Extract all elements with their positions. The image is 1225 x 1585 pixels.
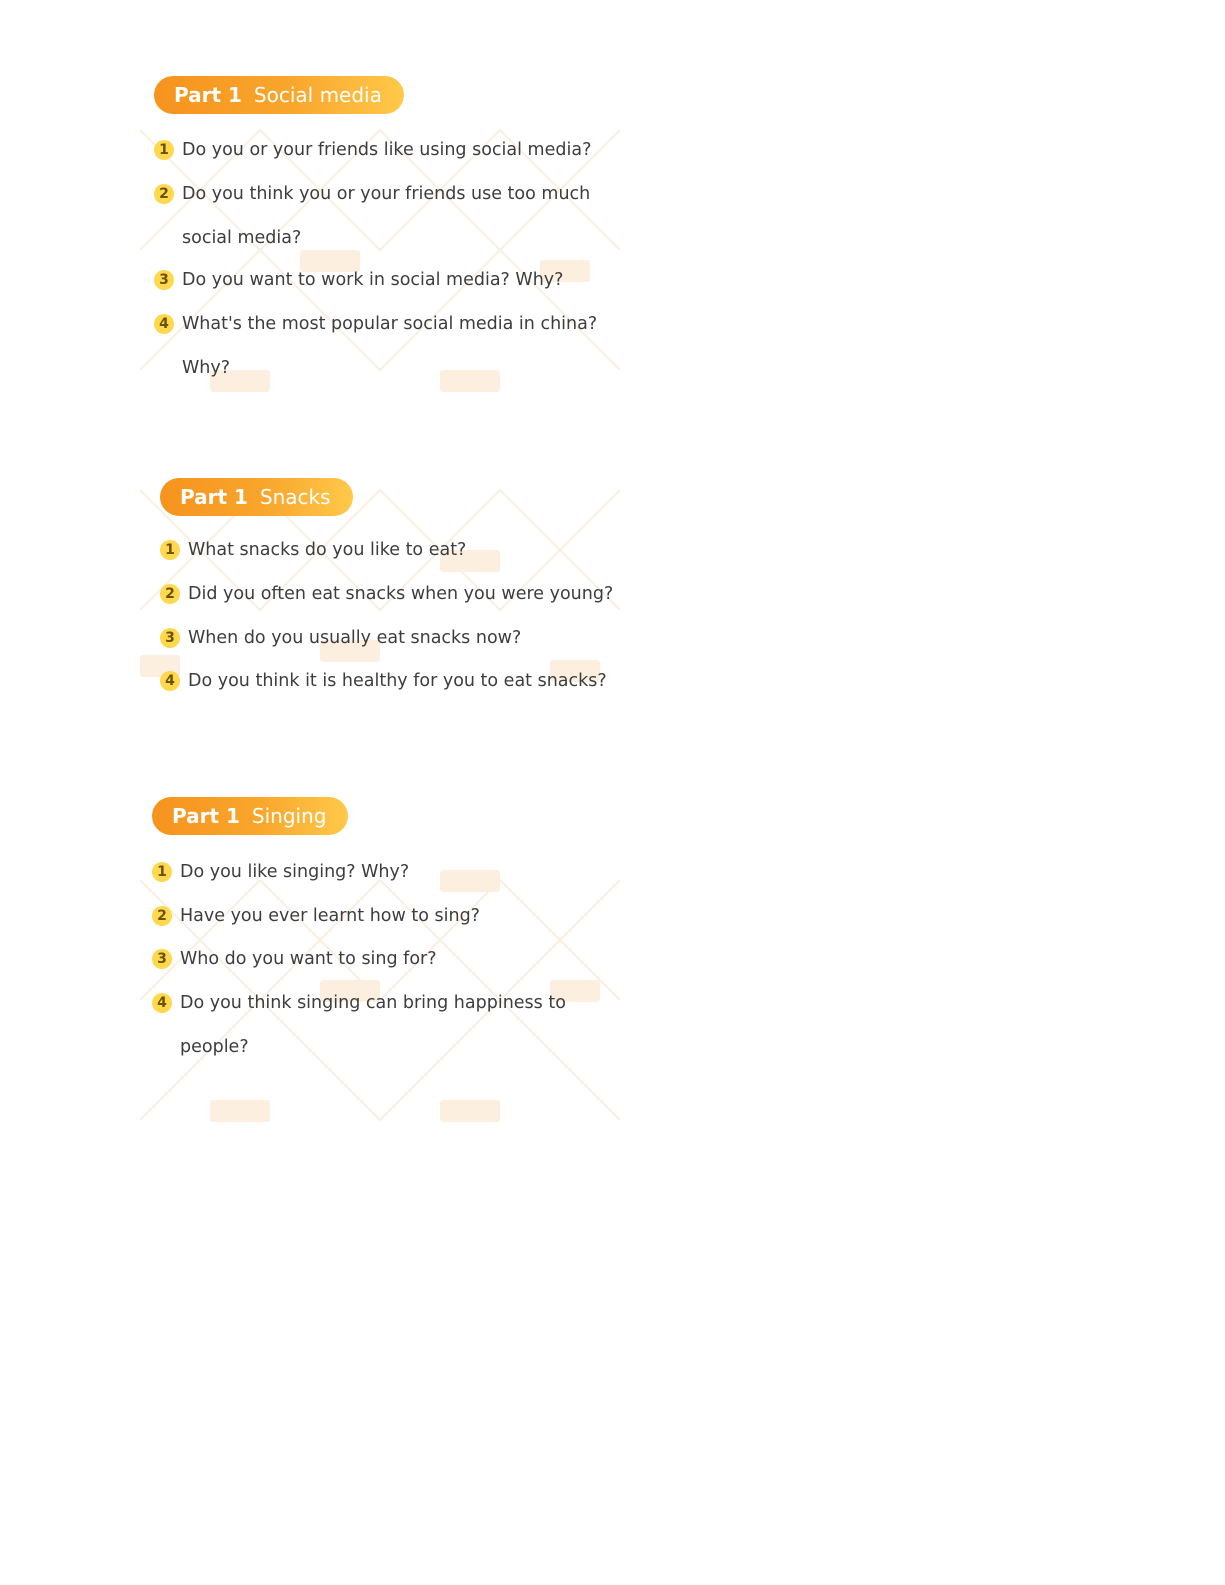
section-singing [140, 780, 620, 1130]
part-label: Part 1 [172, 804, 240, 828]
part-badge [160, 478, 353, 516]
question-text: What snacks do you like to eat? [188, 540, 467, 560]
number-badge: 2 [152, 906, 172, 926]
number-badge: 2 [160, 584, 180, 604]
section-snacks [140, 460, 620, 705]
question-text: Do you think you or your friends use too much [182, 184, 591, 204]
question-text-continued: social media? [182, 228, 302, 248]
question-text: Do you want to work in social media? Why? [182, 270, 564, 290]
number-badge: 4 [152, 993, 172, 1013]
number-badge: 3 [152, 949, 172, 969]
number-badge: 1 [152, 862, 172, 882]
question-text: Do you like singing? Why? [180, 862, 410, 882]
question-text: Do you think it is healthy for you to eat snacks? [188, 671, 607, 691]
number-badge: 4 [160, 671, 180, 691]
question-text: What's the most popular social media in china? [182, 314, 598, 334]
topic-label: Snacks [259, 485, 331, 509]
number-badge: 2 [154, 184, 174, 204]
number-badge: 1 [154, 140, 174, 160]
part-label: Part 1 [174, 83, 242, 107]
question-text-continued: people? [180, 1037, 249, 1057]
question-text: Who do you want to sing for? [180, 949, 437, 969]
question-text: Did you often eat snacks when you were young? [188, 584, 614, 604]
section-social-media [140, 70, 620, 425]
question-text: Have you ever learnt how to sing? [180, 906, 480, 926]
number-badge: 4 [154, 314, 174, 334]
question-text-continued: Why? [182, 358, 231, 378]
question-text: Do you think singing can bring happiness to [180, 993, 566, 1013]
number-badge: 3 [160, 628, 180, 648]
number-badge: 3 [154, 270, 174, 290]
topic-label: Social media [253, 83, 382, 107]
part-label: Part 1 [180, 485, 248, 509]
part-badge [152, 797, 348, 835]
number-badge: 1 [160, 540, 180, 560]
question-text: When do you usually eat snacks now? [188, 628, 522, 648]
topic-label: Singing [251, 804, 327, 828]
question-text: Do you or your friends like using social media? [182, 140, 592, 160]
part-badge [154, 76, 404, 114]
